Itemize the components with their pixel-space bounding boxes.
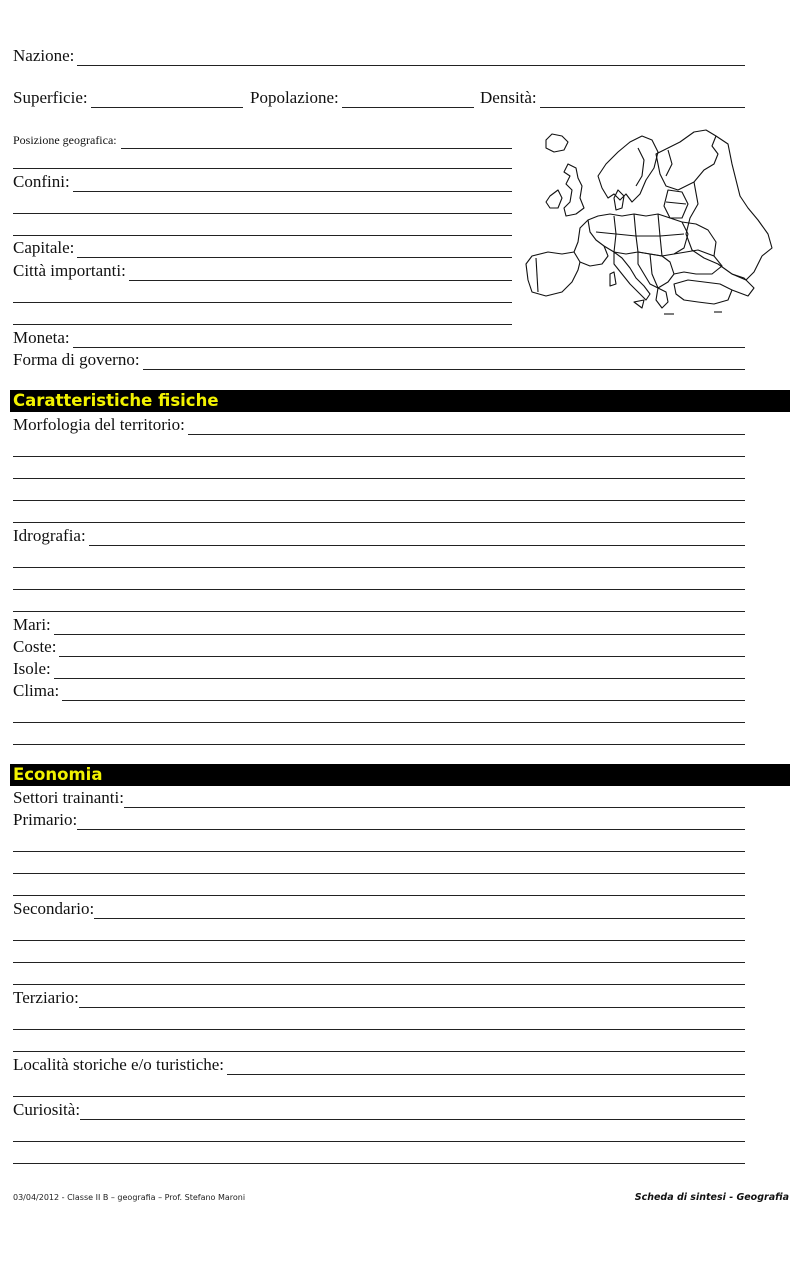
- primario-line-3[interactable]: [13, 873, 745, 874]
- idrografia-line-3[interactable]: [13, 589, 745, 590]
- settori-label: Settori trainanti:: [13, 788, 124, 807]
- europe-map-icon: [518, 124, 776, 320]
- morfologia-label: Morfologia del territorio:: [13, 415, 185, 434]
- densita-line[interactable]: [540, 106, 745, 108]
- morfologia-line-5[interactable]: [13, 522, 745, 523]
- clima-field[interactable]: [13, 679, 745, 701]
- curiosita-line[interactable]: [80, 1118, 745, 1120]
- superficie-line[interactable]: [91, 106, 243, 108]
- secondario-line-2[interactable]: [13, 940, 745, 941]
- settori-field[interactable]: [13, 786, 745, 808]
- clima-line-3[interactable]: [13, 744, 745, 745]
- localita-line-2[interactable]: [13, 1096, 745, 1097]
- coste-label: Coste:: [13, 637, 57, 656]
- secondario-field[interactable]: [13, 897, 745, 919]
- capitale-line[interactable]: [77, 256, 512, 258]
- nazione-line[interactable]: [77, 64, 745, 66]
- nazione-field[interactable]: [13, 44, 745, 66]
- citta-line-3[interactable]: [13, 324, 512, 325]
- capitale-label: Capitale:: [13, 238, 75, 257]
- terziario-field[interactable]: [13, 986, 745, 1008]
- curiosita-line-2[interactable]: [13, 1141, 745, 1142]
- popolazione-field[interactable]: [250, 86, 474, 108]
- secondario-line-3[interactable]: [13, 962, 745, 963]
- economia-title: Economia: [13, 765, 103, 784]
- clima-label: Clima:: [13, 681, 60, 700]
- economia-header: [10, 764, 790, 786]
- capitale-field[interactable]: [13, 236, 512, 258]
- footer-title: Scheda di sintesi - Geografia: [634, 1192, 789, 1203]
- posizione-line[interactable]: [121, 147, 512, 149]
- localita-field[interactable]: [13, 1053, 745, 1075]
- citta-field[interactable]: [13, 259, 512, 281]
- primario-line-2[interactable]: [13, 851, 745, 852]
- footer-info: 03/04/2012 - Classe II B – geografia – Prof. Stefano Maroni: [13, 1193, 246, 1202]
- idrografia-line-4[interactable]: [13, 611, 745, 612]
- terziario-line-3[interactable]: [13, 1051, 745, 1052]
- governo-field[interactable]: [13, 348, 745, 370]
- clima-line-2[interactable]: [13, 722, 745, 723]
- confini-line[interactable]: [73, 190, 512, 192]
- primario-line[interactable]: [77, 828, 745, 830]
- morfologia-field[interactable]: [13, 413, 745, 435]
- terziario-line[interactable]: [79, 1006, 745, 1008]
- densita-field[interactable]: [480, 86, 745, 108]
- moneta-field[interactable]: [13, 326, 745, 348]
- idrografia-field[interactable]: [13, 524, 745, 546]
- curiosita-field[interactable]: [13, 1098, 745, 1120]
- posizione-field[interactable]: [13, 127, 512, 149]
- mari-label: Mari:: [13, 615, 51, 634]
- secondario-line-4[interactable]: [13, 984, 745, 985]
- moneta-label: Moneta:: [13, 328, 70, 347]
- citta-label: Città importanti:: [13, 261, 126, 280]
- superficie-label: Superficie:: [13, 88, 88, 107]
- morfologia-line-2[interactable]: [13, 456, 745, 457]
- governo-label: Forma di governo:: [13, 350, 140, 369]
- confini-label: Confini:: [13, 172, 70, 191]
- governo-line[interactable]: [143, 368, 745, 370]
- curiosita-line-3[interactable]: [13, 1163, 745, 1164]
- morfologia-line-3[interactable]: [13, 478, 745, 479]
- localita-label: Località storiche e/o turistiche:: [13, 1055, 225, 1074]
- secondario-line[interactable]: [94, 917, 745, 919]
- confini-field[interactable]: [13, 170, 512, 192]
- coste-field[interactable]: [13, 635, 745, 657]
- posizione-label: Posizione geografica:: [13, 133, 117, 147]
- posizione-line-2[interactable]: [13, 168, 512, 169]
- superficie-field[interactable]: [13, 86, 243, 108]
- densita-label: Densità:: [480, 88, 537, 107]
- idrografia-label: Idrografia:: [13, 526, 86, 545]
- secondario-label: Secondario:: [13, 899, 95, 918]
- morfologia-line[interactable]: [188, 433, 745, 435]
- primario-field[interactable]: [13, 808, 745, 830]
- isole-field[interactable]: [13, 657, 745, 679]
- clima-line[interactable]: [62, 699, 745, 701]
- curiosita-label: Curiosità:: [13, 1100, 81, 1119]
- isole-label: Isole:: [13, 659, 51, 678]
- citta-line-2[interactable]: [13, 302, 512, 303]
- caratteristiche-fisiche-header: [10, 390, 790, 412]
- citta-line[interactable]: [129, 279, 512, 281]
- mari-field[interactable]: [13, 613, 745, 635]
- idrografia-line-2[interactable]: [13, 567, 745, 568]
- terziario-label: Terziario:: [13, 988, 79, 1007]
- nazione-label: Nazione:: [13, 46, 75, 65]
- primario-line-4[interactable]: [13, 895, 745, 896]
- primario-label: Primario:: [13, 810, 78, 829]
- popolazione-label: Popolazione:: [250, 88, 339, 107]
- idrografia-line[interactable]: [89, 544, 745, 546]
- caratteristiche-fisiche-title: Caratteristiche fisiche: [13, 391, 219, 410]
- localita-line[interactable]: [227, 1073, 745, 1075]
- morfologia-line-4[interactable]: [13, 500, 745, 501]
- confini-line-2[interactable]: [13, 213, 512, 214]
- terziario-line-2[interactable]: [13, 1029, 745, 1030]
- popolazione-line[interactable]: [342, 106, 474, 108]
